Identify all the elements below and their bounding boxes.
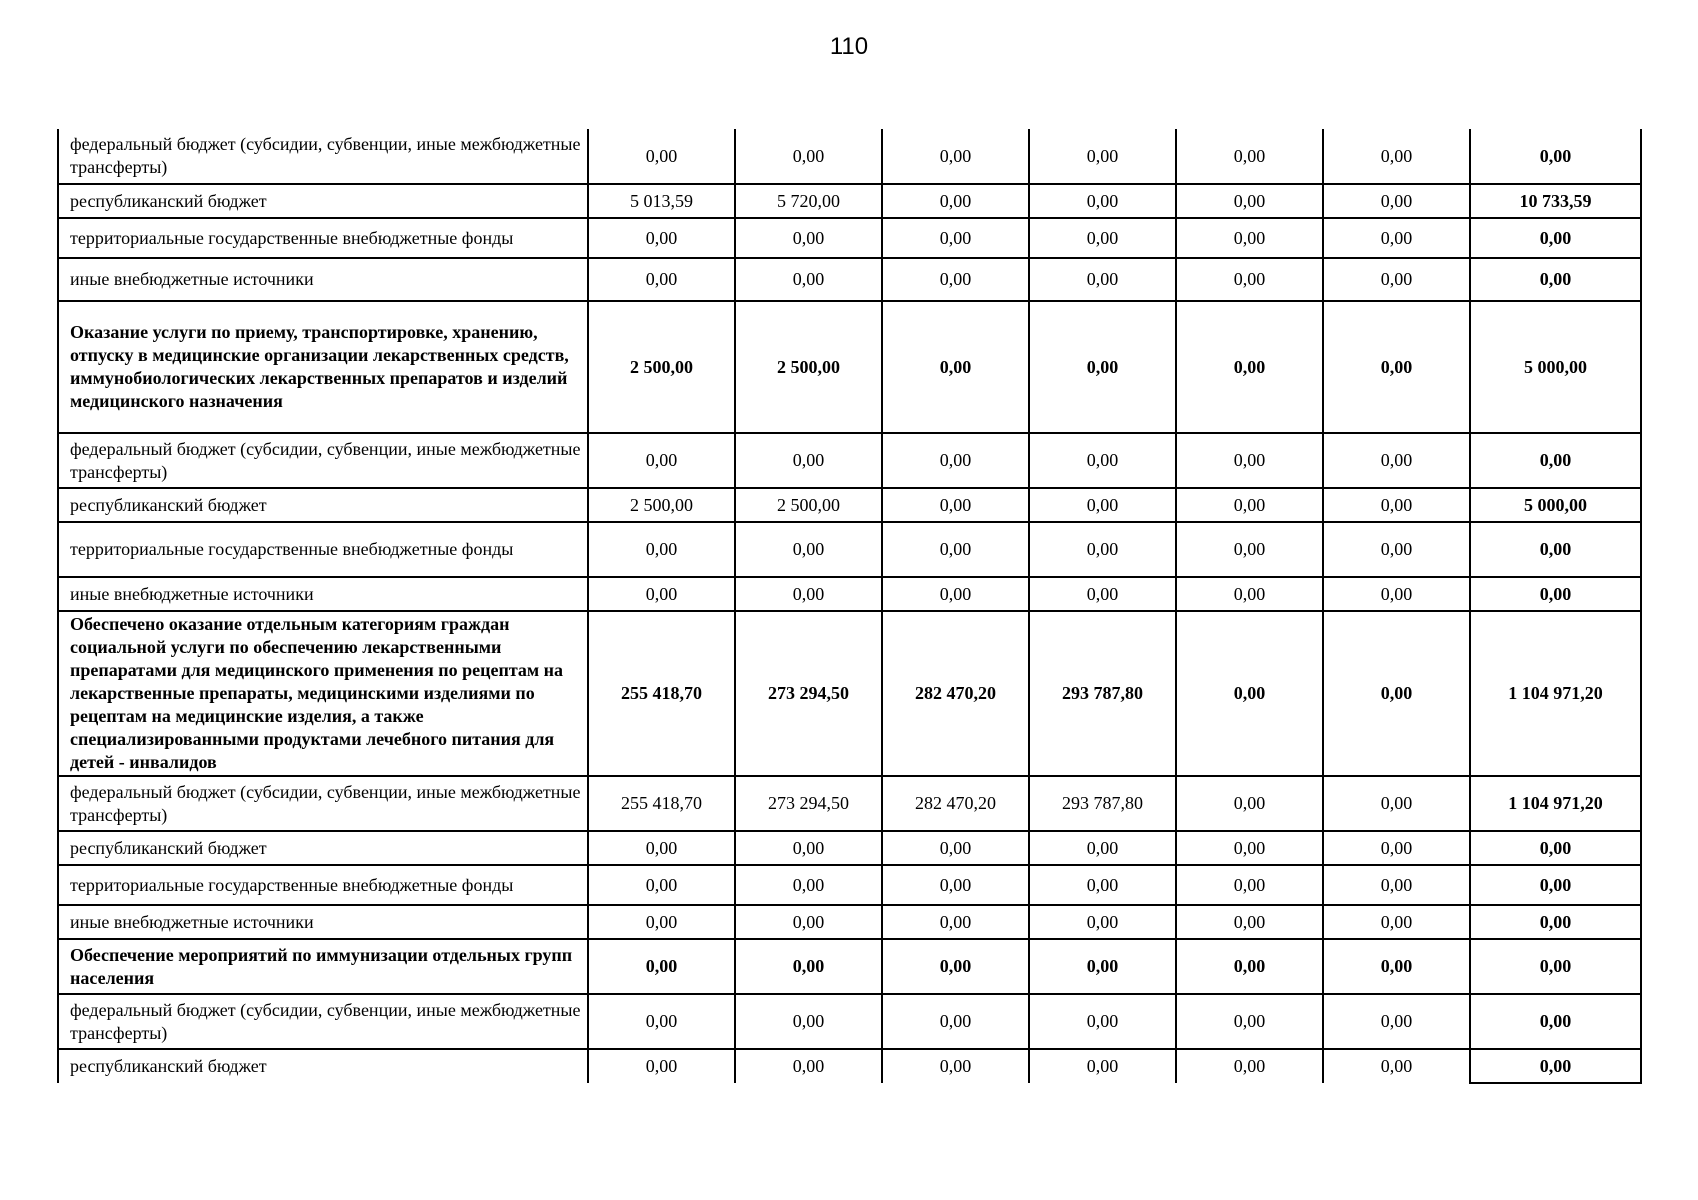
- value-cell: 0,00: [1323, 218, 1470, 258]
- value-cell: 0,00: [735, 522, 882, 577]
- value-cell: 0,00: [1029, 994, 1176, 1049]
- table-row-section: [58, 611, 1641, 776]
- value-cell: 5 720,00: [735, 184, 882, 218]
- value-cell: 0,00: [1029, 184, 1176, 218]
- value-cell: 0,00: [735, 939, 882, 994]
- value-cell: 273 294,50: [735, 776, 882, 831]
- value-cell: 0,00: [882, 994, 1029, 1049]
- table-row: [58, 1049, 1641, 1083]
- value-cell: 0,00: [882, 218, 1029, 258]
- value-cell: 0,00: [1323, 1049, 1470, 1083]
- value-cell: 255 418,70: [588, 776, 735, 831]
- value-cell: 0,00: [1029, 258, 1176, 301]
- value-cell: 2 500,00: [735, 301, 882, 433]
- value-cell: 0,00: [1176, 218, 1323, 258]
- value-cell: 0,00: [1323, 776, 1470, 831]
- value-cell: 0,00: [1323, 258, 1470, 301]
- value-cell: 0,00: [588, 831, 735, 865]
- table-row: [58, 129, 1641, 184]
- value-cell: 0,00: [735, 1049, 882, 1083]
- value-cell: 5 013,59: [588, 184, 735, 218]
- value-cell: 0,00: [1323, 905, 1470, 939]
- row-label: территориальные государственные внебюджетные фонды: [58, 522, 588, 577]
- total-cell: 5 000,00: [1470, 488, 1641, 522]
- value-cell: 0,00: [882, 577, 1029, 611]
- value-cell: 2 500,00: [588, 488, 735, 522]
- row-label: республиканский бюджет: [58, 1049, 588, 1083]
- value-cell: 0,00: [735, 905, 882, 939]
- row-label: федеральный бюджет (субсидии, субвенции, иные межбюджетные трансферты): [58, 776, 588, 831]
- value-cell: 0,00: [735, 433, 882, 488]
- value-cell: 0,00: [735, 577, 882, 611]
- value-cell: 0,00: [882, 433, 1029, 488]
- row-label: Оказание услуги по приему, транспортировке, хранению, отпуску в медицинские организации лекарственных средств, иммунобиологических лекарственных препаратов и изделий медицинского назначения: [58, 301, 588, 433]
- value-cell: 0,00: [1176, 577, 1323, 611]
- value-cell: 2 500,00: [735, 488, 882, 522]
- value-cell: 0,00: [882, 184, 1029, 218]
- value-cell: 0,00: [1176, 184, 1323, 218]
- table-row: [58, 488, 1641, 522]
- value-cell: 0,00: [1176, 258, 1323, 301]
- value-cell: 0,00: [882, 905, 1029, 939]
- total-cell: 0,00: [1470, 258, 1641, 301]
- row-label: федеральный бюджет (субсидии, субвенции, иные межбюджетные трансферты): [58, 433, 588, 488]
- value-cell: 293 787,80: [1029, 776, 1176, 831]
- value-cell: 0,00: [588, 129, 735, 184]
- value-cell: 0,00: [882, 865, 1029, 905]
- value-cell: 0,00: [1323, 611, 1470, 776]
- row-label: Обеспечено оказание отдельным категориям граждан социальной услуги по обеспечению лекарственными препаратами для медицинского применения по рецептам на лекарственные препараты, медицинскими изделиями по рецептам на медицинские изделия, а также специализированными продуктами лечебного питания для детей - инвалидов: [58, 611, 588, 776]
- value-cell: 0,00: [588, 522, 735, 577]
- total-cell: 0,00: [1470, 433, 1641, 488]
- value-cell: 282 470,20: [882, 611, 1029, 776]
- table-row: [58, 776, 1641, 831]
- budget-table-body: [58, 129, 1641, 1083]
- value-cell: 0,00: [1029, 831, 1176, 865]
- value-cell: 0,00: [882, 1049, 1029, 1083]
- table-row: [58, 522, 1641, 577]
- value-cell: 0,00: [588, 905, 735, 939]
- value-cell: 0,00: [1323, 865, 1470, 905]
- value-cell: 0,00: [1029, 301, 1176, 433]
- value-cell: 0,00: [1176, 522, 1323, 577]
- total-cell: 0,00: [1470, 577, 1641, 611]
- value-cell: 282 470,20: [882, 776, 1029, 831]
- value-cell: 0,00: [1176, 433, 1323, 488]
- value-cell: 0,00: [588, 939, 735, 994]
- value-cell: 0,00: [588, 577, 735, 611]
- total-cell: 1 104 971,20: [1470, 611, 1641, 776]
- value-cell: 0,00: [882, 301, 1029, 433]
- value-cell: 0,00: [1323, 522, 1470, 577]
- value-cell: 0,00: [882, 488, 1029, 522]
- table-row: [58, 994, 1641, 1049]
- value-cell: 0,00: [735, 994, 882, 1049]
- row-label: республиканский бюджет: [58, 831, 588, 865]
- value-cell: 0,00: [735, 129, 882, 184]
- value-cell: 0,00: [1029, 865, 1176, 905]
- value-cell: 0,00: [1176, 939, 1323, 994]
- value-cell: 0,00: [1029, 218, 1176, 258]
- total-cell: 0,00: [1470, 1049, 1641, 1083]
- value-cell: 273 294,50: [735, 611, 882, 776]
- value-cell: 0,00: [1029, 433, 1176, 488]
- value-cell: 0,00: [1176, 905, 1323, 939]
- table-row-section: [58, 301, 1641, 433]
- total-cell: 0,00: [1470, 865, 1641, 905]
- value-cell: 0,00: [1029, 522, 1176, 577]
- total-cell: 1 104 971,20: [1470, 776, 1641, 831]
- row-label: федеральный бюджет (субсидии, субвенции, иные межбюджетные трансферты): [58, 129, 588, 184]
- row-label: иные внебюджетные источники: [58, 258, 588, 301]
- table-row: [58, 433, 1641, 488]
- budget-table: [57, 129, 1642, 1084]
- value-cell: 0,00: [882, 522, 1029, 577]
- value-cell: 0,00: [1323, 488, 1470, 522]
- page-number: 110: [829, 33, 869, 60]
- value-cell: 0,00: [882, 831, 1029, 865]
- value-cell: 0,00: [588, 433, 735, 488]
- value-cell: 0,00: [1029, 905, 1176, 939]
- value-cell: 0,00: [588, 994, 735, 1049]
- total-cell: 10 733,59: [1470, 184, 1641, 218]
- value-cell: 0,00: [1323, 301, 1470, 433]
- table-row: [58, 258, 1641, 301]
- table-row: [58, 577, 1641, 611]
- value-cell: 0,00: [882, 939, 1029, 994]
- total-cell: 0,00: [1470, 218, 1641, 258]
- table-row: [58, 865, 1641, 905]
- table-row: [58, 218, 1641, 258]
- value-cell: 0,00: [1176, 129, 1323, 184]
- value-cell: 0,00: [1176, 865, 1323, 905]
- value-cell: 0,00: [735, 258, 882, 301]
- value-cell: 0,00: [1176, 776, 1323, 831]
- value-cell: 0,00: [1029, 488, 1176, 522]
- table-row-section: [58, 939, 1641, 994]
- total-cell: 0,00: [1470, 831, 1641, 865]
- value-cell: 0,00: [588, 1049, 735, 1083]
- row-label: территориальные государственные внебюджетные фонды: [58, 218, 588, 258]
- value-cell: 293 787,80: [1029, 611, 1176, 776]
- total-cell: 5 000,00: [1470, 301, 1641, 433]
- total-cell: 0,00: [1470, 905, 1641, 939]
- value-cell: 0,00: [588, 258, 735, 301]
- table-row: [58, 905, 1641, 939]
- value-cell: 0,00: [1176, 994, 1323, 1049]
- value-cell: 0,00: [1323, 433, 1470, 488]
- value-cell: 0,00: [1029, 577, 1176, 611]
- value-cell: 0,00: [1323, 994, 1470, 1049]
- value-cell: 0,00: [882, 129, 1029, 184]
- value-cell: 0,00: [588, 865, 735, 905]
- value-cell: 0,00: [735, 831, 882, 865]
- value-cell: 255 418,70: [588, 611, 735, 776]
- row-label: федеральный бюджет (субсидии, субвенции, иные межбюджетные трансферты): [58, 994, 588, 1049]
- value-cell: 0,00: [1323, 577, 1470, 611]
- value-cell: 0,00: [1323, 184, 1470, 218]
- value-cell: 0,00: [1323, 939, 1470, 994]
- value-cell: 0,00: [1029, 939, 1176, 994]
- table-row: [58, 184, 1641, 218]
- value-cell: 0,00: [1323, 129, 1470, 184]
- value-cell: 0,00: [588, 218, 735, 258]
- value-cell: 2 500,00: [588, 301, 735, 433]
- row-label: территориальные государственные внебюджетные фонды: [58, 865, 588, 905]
- value-cell: 0,00: [1176, 1049, 1323, 1083]
- value-cell: 0,00: [882, 258, 1029, 301]
- row-label: республиканский бюджет: [58, 184, 588, 218]
- value-cell: 0,00: [1176, 611, 1323, 776]
- value-cell: 0,00: [735, 218, 882, 258]
- value-cell: 0,00: [1029, 1049, 1176, 1083]
- value-cell: 0,00: [1323, 831, 1470, 865]
- row-label: Обеспечение мероприятий по иммунизации отдельных групп населения: [58, 939, 588, 994]
- row-label: иные внебюджетные источники: [58, 905, 588, 939]
- value-cell: 0,00: [1176, 488, 1323, 522]
- table-row: [58, 831, 1641, 865]
- total-cell: 0,00: [1470, 939, 1641, 994]
- total-cell: 0,00: [1470, 129, 1641, 184]
- value-cell: 0,00: [1176, 831, 1323, 865]
- value-cell: 0,00: [1176, 301, 1323, 433]
- row-label: иные внебюджетные источники: [58, 577, 588, 611]
- row-label: республиканский бюджет: [58, 488, 588, 522]
- value-cell: 0,00: [735, 865, 882, 905]
- value-cell: 0,00: [1029, 129, 1176, 184]
- total-cell: 0,00: [1470, 994, 1641, 1049]
- total-cell: 0,00: [1470, 522, 1641, 577]
